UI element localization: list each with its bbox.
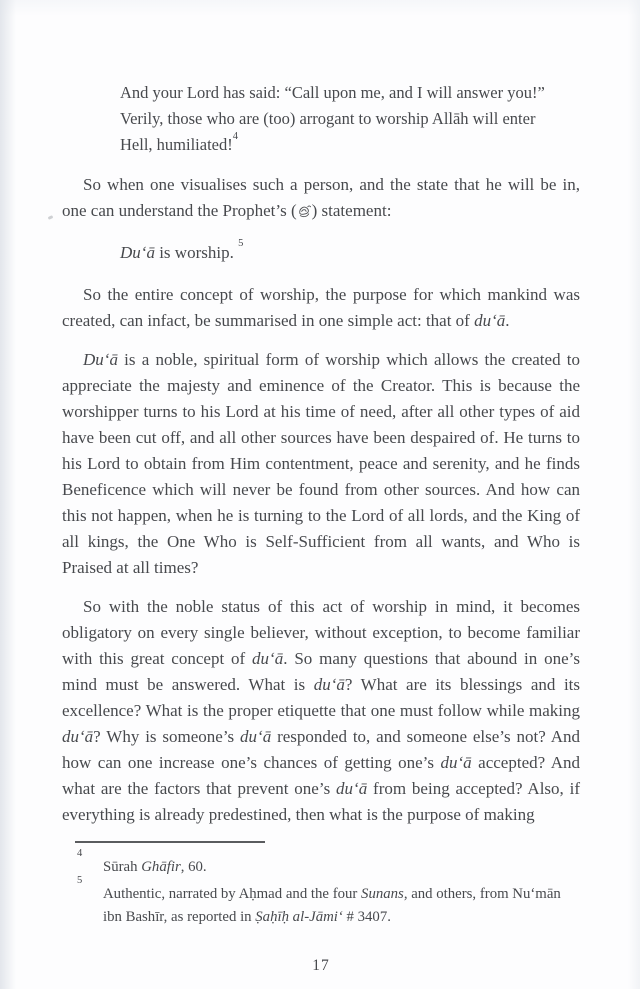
prophet-salutation-icon bbox=[297, 204, 312, 218]
paragraph-noble-spiritual-form: Du‘ā is a noble, spiritual form of worship which allows the created to appreciate the majesty and eminence of the Creator. This is because the worshipper turns to his Lord at his time of need, after all other types of aid have been cut off, and all other sources have been despaired of. He turns to his Lord to obtain from Him contentment, peace and serenity, and he finds Beneficence which will never be found from other sources. And how can this not happen, when he is turning to the Lord of all lords, and the King of all kings, the One Who is Self-Sufficient from all wants, and Who is Praised at all times? bbox=[62, 350, 580, 577]
footnote-5 bbox=[75, 875, 580, 929]
paragraph-noble-status: So with the noble status of this act of worship in mind, it becomes obligatory on every single believer, without exception, to become familiar with this great concept of du‘ā. So many questions that abound in one’s mind must be answered. What is du‘ā? What are its blessings and its excellence? What is the proper etiquette that one must follow while making du‘ā? Why is someone’s du‘ā responded to, and someone else’s not? And how can one increase one’s chances of getting one’s du‘ā accepted? And what are the factors that prevent one’s du‘ā from being accepted? Also, if everything is already predestined, then what is the purpose of making bbox=[62, 597, 581, 824]
quran-quote-text: And your Lord has said: “Call upon me, and I will answer you!” Verily, those who are (too) arrogant to worship Allāh will enter Hell, humiliated!$^4$ bbox=[120, 83, 545, 154]
paragraph-visualise-text-after: ) statement: bbox=[311, 201, 392, 220]
paragraph-visualise bbox=[62, 172, 580, 224]
quran-quote bbox=[120, 80, 566, 158]
footnote-divider bbox=[75, 841, 265, 843]
footnote-4-text: Sūrah Ghāfir, 60. bbox=[103, 859, 207, 875]
page-number: 17 bbox=[312, 957, 330, 974]
footnote-4 bbox=[75, 848, 580, 879]
paragraph-visualise-text-before: So when one visualises such a person, and the state that he will be in, one can understand the Prophet’s ( bbox=[62, 175, 580, 220]
footnote-5-marker: 5 bbox=[77, 875, 83, 886]
footnote-5-text: Authentic, narrated by Aḥmad and the four Sunans, and others, from Nu‘mān ibn Bashīr, as reported in Ṣaḥīḥ al-Jāmi‘ # 3407. bbox=[103, 886, 561, 925]
footnotes-section bbox=[62, 841, 580, 933]
scan-artifact bbox=[48, 215, 54, 220]
paragraph-concept-of-worship: So the entire concept of worship, the purpose for which mankind was created, can infact, be summarised in one simple act: that of du‘ā. bbox=[62, 285, 580, 330]
hadith-quote bbox=[120, 240, 580, 266]
footnote-4-marker: 4 bbox=[77, 848, 83, 859]
hadith-quote-text: Du‘ā is worship. $^5$ bbox=[120, 238, 244, 262]
